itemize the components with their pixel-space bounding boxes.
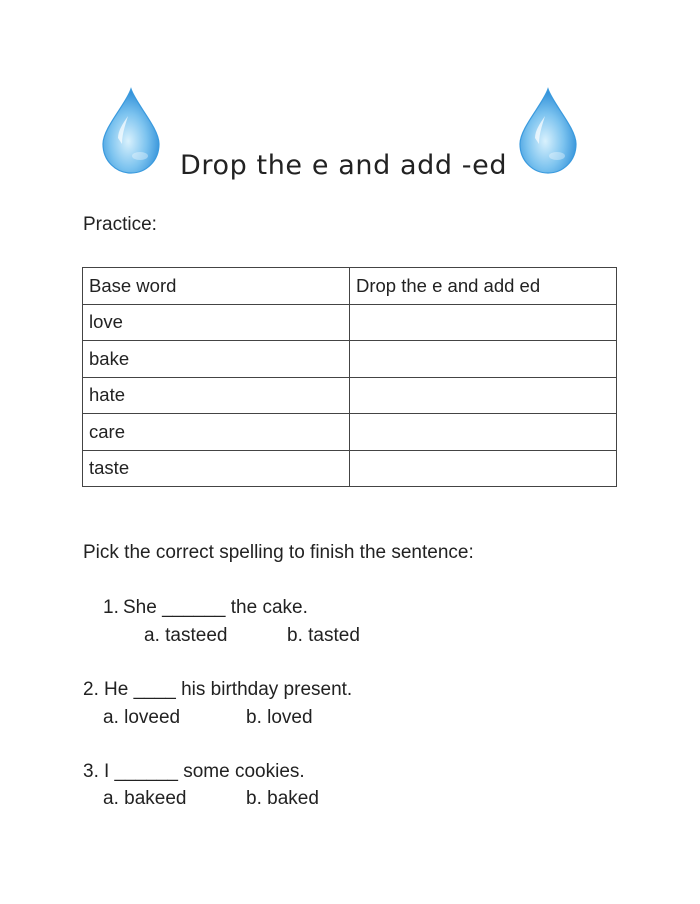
- water-drop-icon: [515, 86, 581, 176]
- question-number: 2.: [83, 679, 99, 700]
- base-word-cell: love: [83, 304, 350, 341]
- table-header-row: [83, 268, 617, 305]
- answer-cell[interactable]: [350, 341, 617, 378]
- answer-cell[interactable]: [350, 414, 617, 451]
- option-b[interactable]: b. tasted: [287, 625, 360, 646]
- question-number: 1.: [103, 597, 119, 618]
- question-text: She ______ the cake.: [123, 597, 308, 618]
- question-text: He ____ his birthday present.: [104, 679, 353, 700]
- answer-cell[interactable]: [350, 377, 617, 414]
- practice-label: Practice:: [83, 214, 157, 235]
- header-drop-e: Drop the e and add ed: [350, 268, 617, 305]
- option-a[interactable]: a. tasteed: [144, 625, 228, 646]
- table-row: [83, 377, 617, 414]
- option-b[interactable]: b. loved: [246, 707, 313, 728]
- option-a[interactable]: a. loveed: [103, 707, 181, 728]
- table-row: [83, 450, 617, 487]
- question-number: 3.: [83, 761, 99, 782]
- option-a[interactable]: a. bakeed: [103, 788, 187, 809]
- base-word-cell: hate: [83, 377, 350, 414]
- table-row: [83, 414, 617, 451]
- instruction-text: Pick the correct spelling to finish the sentence:: [83, 542, 474, 563]
- header-base-word: Base word: [83, 268, 350, 305]
- answer-cell[interactable]: [350, 450, 617, 487]
- table-row: [83, 341, 617, 378]
- question-text: I ______ some cookies.: [104, 761, 305, 782]
- table-row: [83, 304, 617, 341]
- base-word-cell: taste: [83, 450, 350, 487]
- option-b[interactable]: b. baked: [246, 788, 319, 809]
- base-word-cell: care: [83, 414, 350, 451]
- worksheet-title: Drop the e and add -ed: [180, 150, 508, 181]
- base-word-cell: bake: [83, 341, 350, 378]
- practice-table: [82, 267, 617, 487]
- answer-cell[interactable]: [350, 304, 617, 341]
- water-drop-icon: [98, 86, 164, 176]
